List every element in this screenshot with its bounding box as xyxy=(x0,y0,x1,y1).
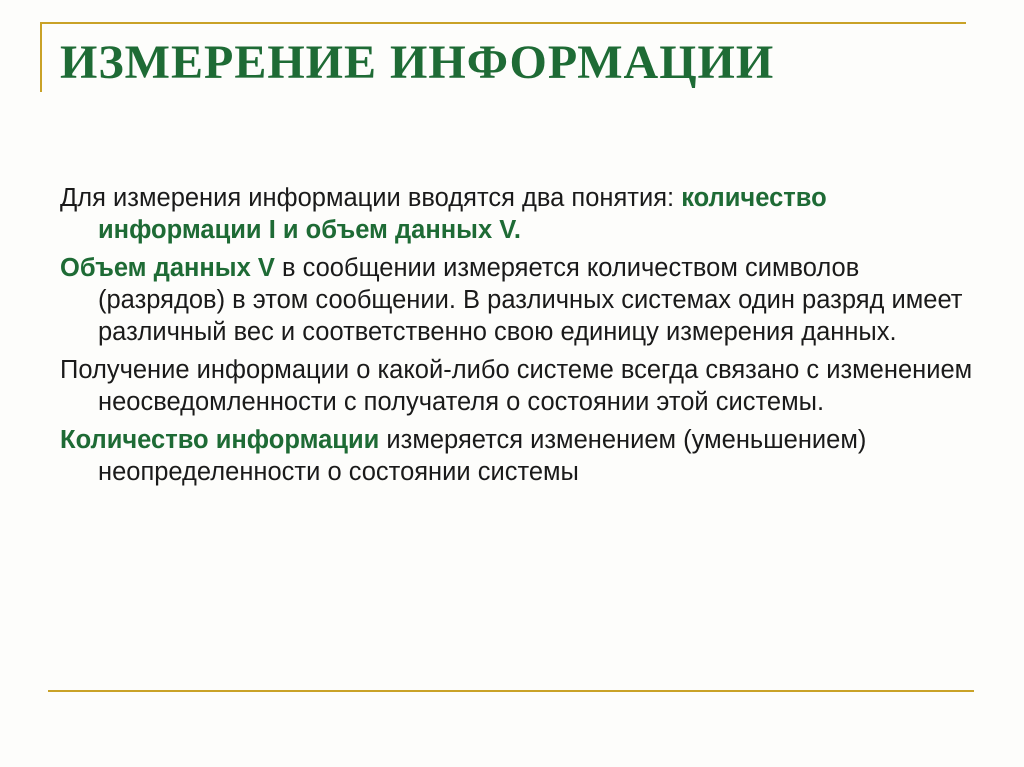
paragraph-2-highlight: Объем данных V xyxy=(60,254,275,282)
frame-top-line xyxy=(40,22,966,24)
paragraph-1 xyxy=(60,182,980,246)
paragraph-3 xyxy=(60,354,980,418)
paragraph-1-highlight: количество информации I и объем данных V. xyxy=(98,184,827,244)
paragraph-3-text: Получение информации о какой-либо системе всегда связано с изменением неосведомленности с получателя о состоянии этой системы. xyxy=(60,356,973,416)
paragraph-2-text: в сообщении измеряется количеством символов (разрядов) в этом сообщении. В различных системах один разряд имеет различный вес и соответственно свою единицу измерения данных. xyxy=(98,254,963,346)
frame-left-line xyxy=(40,22,42,92)
slide-body xyxy=(60,182,980,494)
paragraph-2 xyxy=(60,252,980,348)
paragraph-4-highlight: Количество информации xyxy=(60,426,380,454)
paragraph-4-text: измеряется изменением (уменьшением) неопределенности о состоянии системы xyxy=(98,426,867,486)
paragraph-4 xyxy=(60,424,980,488)
slide-title: ИЗМЕРЕНИЕ ИНФОРМАЦИИ xyxy=(60,36,775,89)
frame-bottom-line xyxy=(48,690,974,692)
paragraph-1-text: Для измерения информации вводятся два понятия: xyxy=(60,184,682,212)
